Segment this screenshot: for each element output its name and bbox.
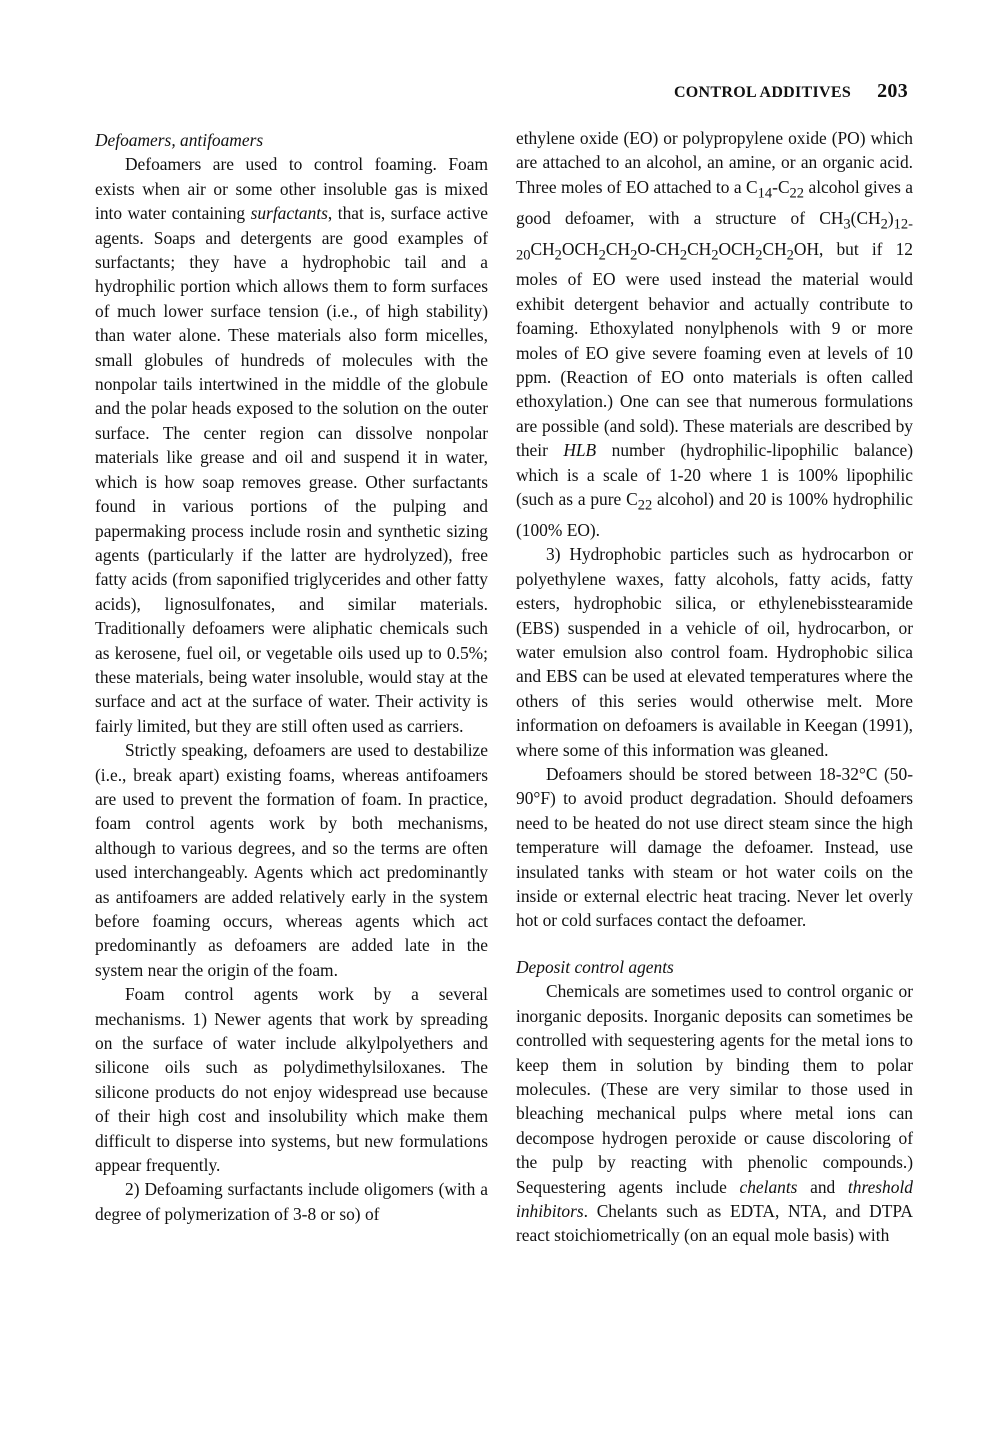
paragraph xyxy=(516,979,913,1247)
text-run: OCH xyxy=(718,238,756,259)
subscript: 22 xyxy=(789,185,805,202)
subscript: 2 xyxy=(755,247,763,264)
running-title: CONTROL ADDITIVES xyxy=(673,84,852,101)
paragraph: Foam control agents work by a several mechanisms. 1) Newer agents that work by spreading on the surface of water include alkylpolyethers and silicone oils such as polydimethylsiloxanes. The silicone products do not enjoy widespread use because of their high cost and insolubility which make them difficult to disperse into systems, but new formulations appear frequently. xyxy=(95,984,488,1176)
text-run: and xyxy=(797,1176,848,1197)
paragraph: Strictly speaking, defoamers are used to destabilize (i.e., break apart) existing foams, whereas antifoamers are used to prevent the formation of foam. In practice, foam control agents work by both mechanisms, although to various degrees, and so the terms are often used interchangeably. Agents which act predominantly as antifoamers are added relatively early in the system before foaming occurs, whereas agents which act predominantly as defoamers are added late in the system near the origin of the foam. xyxy=(95,740,488,980)
paragraph: 2) Defoaming surfactants include oligomers (with a degree of polymerization of 3-8 or so) of xyxy=(95,1179,488,1224)
text-run: OCH xyxy=(561,238,599,259)
subscript: 22 xyxy=(637,497,653,514)
text-run: . Chelants such as EDTA, NTA, and DTPA react stoichiometrically (on an equal mole basis) with xyxy=(516,1200,913,1246)
right-column xyxy=(516,126,913,1248)
text-run: CH xyxy=(605,238,631,259)
emphasis-term: surfactants xyxy=(250,203,328,224)
page-number: 203 xyxy=(877,80,908,102)
subscript: 2 xyxy=(711,247,719,264)
text-run: , that is, surface active agents. Soaps and detergents are good examples of surfactants; they have a hydrophobic tail and a hydrophilic portion which allows them to form surfaces of much lower surface tension (i.e., of high stability) than water alone. These materials also form micelles, small globules of hundreds of molecules with the nonpolar tails intertwined in the middle of the globule and the polar heads exposed to the solution on the outer surface. The center region can dissolve nonpolar materials like grease and oil and suspend it in water, which is how soap removes grease. Other surfactants found in various portions of the pulping and papermaking process include rosin and synthetic sizing agents (particularly if the latter are hydrolyzed), free fatty acids (from saponified triglycerides and other fatty acids), lignosulfonates, and similar materials. Traditionally defoamers were aliphatic chemicals such as kerosene, fuel oil, or vegetable oils used up to 0.5%; these materials, being water insoluble, would stay at the surface and act at the surface of water. Their activity is fairly limited, but they are still often used as carriers. xyxy=(95,203,488,736)
text-run: CH xyxy=(687,238,712,259)
paragraph: 3) Hydrophobic particles such as hydrocarbon or polyethylene waxes, fatty alcohols, fatty acids, fatty esters, hydrophobic silica, or ethylenebisstearamide (EBS) suspended in a vehicle of oil, hydrocarbon, or water emulsion also control foam. Hydrophobic silica and EBS can be used at elevated temperatures where the others of this series would otherwise melt. More information on defoamers is available in Keegan (1991), where some of this information was gleaned. xyxy=(516,544,913,760)
subscript: 14 xyxy=(757,185,773,202)
text-run: alcohol) and 20 is 100% hydrophilic (100% EO). xyxy=(516,489,914,540)
subscript: 2 xyxy=(554,247,562,264)
text-run: ethylene oxide (EO) or polypropylene oxide (PO) which are attached to an alcohol, an amine, or an organic acid. Three moles of EO attached to a C xyxy=(516,128,913,197)
left-column xyxy=(95,128,488,1226)
text-run: OH, but if 12 moles of EO were used instead the material would exhibit detergent behavior and actually contribute to foaming. Ethoxylated nonylphenols with 9 or more moles of EO give severe foaming even at levels of 10 ppm. (Reaction of EO onto materials is often called ethoxylation.) One can see that numerous formulations are possible (and sold). These materials are described by their xyxy=(516,238,913,461)
subscript: 2 xyxy=(598,247,606,264)
section-heading-defoamers: Defoamers, antifoamers xyxy=(95,130,264,150)
subscript: 12-20 xyxy=(516,216,913,264)
emphasis-term: threshold inhibitors xyxy=(516,1176,913,1221)
text-run: O-CH xyxy=(637,238,680,259)
subscript: 3 xyxy=(843,216,851,233)
running-header xyxy=(674,80,908,103)
text-run: Chemicals are sometimes used to control organic or inorganic deposits. Inorganic deposits can sometimes be controlled with sequestering agents for the metal ions to keep them in solution by binding them to polar molecules. (These are very similar to those used in bleaching mechanical pulps where metal ions can decompose hydrogen peroxide or cause discoloring of the pulp by reacting with phenolic compounds.) Sequestering agents include xyxy=(516,981,913,1197)
subscript: 2 xyxy=(786,247,794,264)
text-run: alcohol gives a good defoamer, with a structure of CH xyxy=(516,176,913,228)
paragraph xyxy=(516,126,913,542)
subscript: 2 xyxy=(679,247,688,264)
text-run: -C xyxy=(772,176,790,197)
paragraph xyxy=(95,152,488,738)
section-heading-deposit-control: Deposit control agents xyxy=(516,956,674,977)
emphasis-term: chelants xyxy=(739,1176,798,1197)
subscript: 2 xyxy=(880,216,888,233)
paragraph: Defoamers should be stored between 18-32°C (50-90°F) to avoid product degradation. Should defoamers need to be heated do not use direct steam since the high temperature will damage the defoamer. Instead, use insulated tanks with steam or hot water coils on the inside or external electric heat tracing. Never let overly hot or cold surfaces contact the defoamer. xyxy=(516,764,913,931)
text-run: number (hydrophilic-lipophilic balance) which is a scale of 1-20 where 1 is 100% lipophilic (such as a pure C xyxy=(516,440,913,510)
text-run: CH xyxy=(762,238,787,259)
emphasis-term: HLB xyxy=(563,440,597,461)
text-run: (CH xyxy=(850,207,881,228)
subscript: 2 xyxy=(630,247,638,264)
text-run: Defoamers are used to control foaming. Foam exists when air or some other insoluble gas is mixed into water containing xyxy=(95,154,488,224)
text-run: CH xyxy=(530,238,555,259)
text-run: ) xyxy=(887,207,894,228)
